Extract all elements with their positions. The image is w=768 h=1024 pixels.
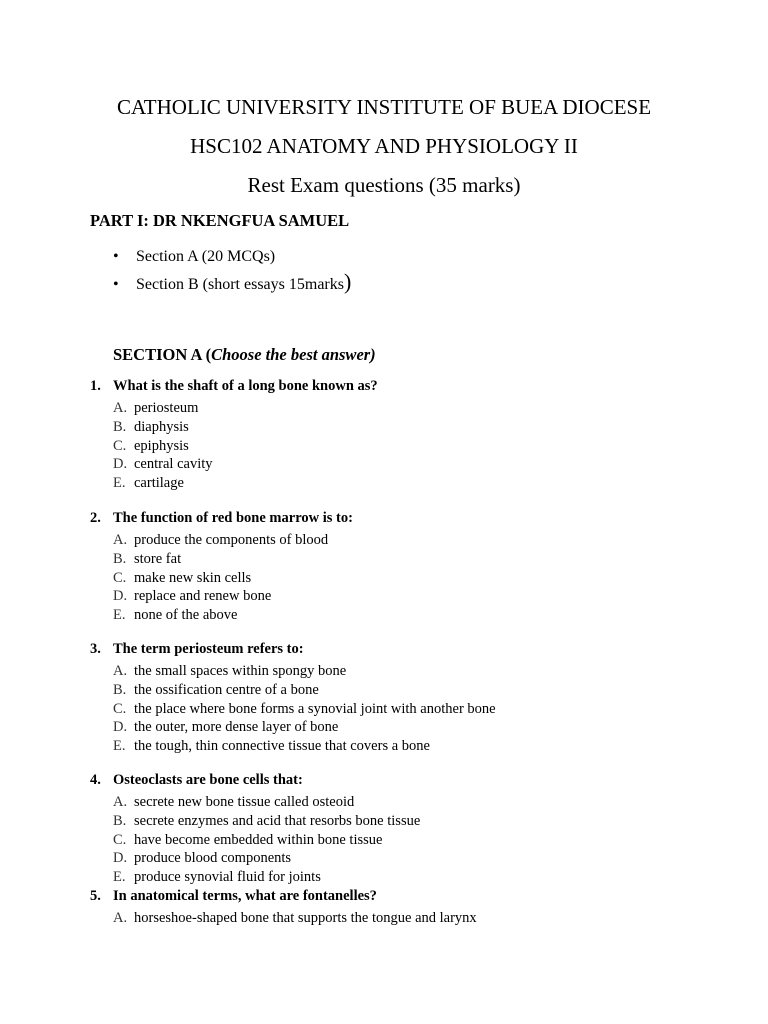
question-stem	[90, 509, 353, 527]
option-list	[113, 531, 353, 625]
option-letter: C.	[113, 700, 127, 717]
option-letter: E.	[113, 738, 126, 755]
question-5	[90, 887, 477, 928]
section-a-prefix: SECTION A (	[113, 345, 212, 364]
question-number: 3.	[90, 641, 101, 657]
option-text: have become embedded within bone tissue	[134, 831, 383, 848]
option-a	[113, 531, 353, 550]
bullet-text: Section B (short essays 15marks	[136, 276, 344, 293]
option-letter: C.	[113, 569, 127, 586]
option-d	[113, 587, 353, 606]
question-number: 2.	[90, 510, 101, 526]
option-text: make new skin cells	[134, 569, 252, 586]
option-text: periosteum	[134, 400, 199, 416]
option-letter: B.	[113, 550, 127, 567]
option-b	[113, 812, 420, 831]
section-a-instruction: Choose the best answer)	[211, 345, 376, 364]
option-text: produce the components of blood	[134, 532, 329, 548]
option-text: the outer, more dense layer of bone	[134, 719, 339, 736]
question-stem	[90, 377, 378, 395]
option-text: secrete enzymes and acid that resorbs bone tissue	[134, 812, 421, 829]
option-list	[113, 793, 420, 887]
option-text: replace and renew bone	[134, 588, 272, 605]
question-3	[90, 640, 496, 756]
option-text: secrete new bone tissue called osteoid	[134, 794, 355, 810]
question-text: Osteoclasts are bone cells that:	[113, 772, 303, 788]
question-text: The function of red bone marrow is to:	[113, 510, 353, 526]
option-letter: A.	[113, 663, 128, 679]
option-letter: B.	[113, 681, 127, 698]
option-letter: D.	[113, 850, 128, 867]
option-letter: A.	[113, 910, 128, 926]
institution-title: CATHOLIC UNIVERSITY INSTITUTE OF BUEA DIOCESE	[116, 95, 652, 119]
option-letter: A.	[113, 400, 128, 416]
option-b	[113, 681, 496, 700]
option-text: cartilage	[134, 475, 184, 492]
question-4	[90, 771, 420, 887]
question-number: 1.	[90, 378, 101, 394]
option-text: none of the above	[134, 607, 238, 624]
part-heading: PART I: DR NKENGFUA SAMUEL	[90, 211, 350, 230]
option-text: produce blood components	[134, 850, 292, 867]
question-text: The term periosteum refers to:	[113, 641, 304, 657]
option-letter: E.	[113, 475, 126, 492]
option-letter: B.	[113, 812, 127, 829]
bullet-text: Section A (20 MCQs)	[136, 248, 276, 265]
option-e	[113, 868, 420, 887]
option-letter: C.	[113, 831, 127, 848]
question-stem	[90, 771, 420, 789]
option-e	[113, 606, 353, 625]
option-text: the ossification centre of a bone	[134, 681, 319, 698]
course-title: HSC102 ANATOMY AND PHYSIOLOGY II	[190, 134, 578, 158]
option-text: epiphysis	[134, 437, 189, 454]
bullet-trailing-paren: )	[343, 269, 352, 294]
option-c	[113, 831, 420, 850]
bullet-item-section-a	[113, 243, 351, 271]
question-number: 5.	[90, 888, 101, 904]
question-number: 4.	[90, 772, 101, 788]
option-letter: E.	[113, 607, 126, 624]
bullet-item-section-b	[113, 271, 351, 299]
option-c	[113, 700, 496, 719]
option-text: produce synovial fluid for joints	[134, 869, 321, 886]
question-1	[90, 377, 378, 493]
question-stem	[90, 887, 477, 905]
bullet-icon: •	[113, 276, 119, 293]
option-letter: D.	[113, 719, 128, 736]
option-letter: D.	[113, 588, 128, 605]
option-e	[113, 737, 496, 756]
option-a	[113, 662, 496, 681]
option-e	[113, 474, 378, 493]
option-list	[113, 399, 378, 493]
option-b	[113, 418, 378, 437]
section-bullet-list	[113, 243, 351, 299]
section-a-heading	[113, 345, 376, 365]
option-d	[113, 455, 378, 474]
question-text: In anatomical terms, what are fontanelles?	[113, 888, 377, 904]
option-a	[113, 909, 477, 928]
option-c	[113, 437, 378, 456]
option-c	[113, 569, 353, 588]
option-letter: A.	[113, 532, 128, 548]
option-text: the place where bone forms a synovial joint with another bone	[134, 700, 496, 717]
option-a	[113, 399, 378, 418]
option-letter: C.	[113, 437, 127, 454]
option-a	[113, 793, 420, 812]
question-stem	[90, 640, 496, 658]
option-d	[113, 849, 420, 868]
option-letter: A.	[113, 794, 128, 810]
option-letter: E.	[113, 869, 126, 886]
option-text: the tough, thin connective tissue that covers a bone	[134, 738, 430, 755]
question-2	[90, 509, 353, 625]
bullet-icon: •	[113, 248, 119, 265]
option-list	[113, 662, 496, 756]
option-text: horseshoe-shaped bone that supports the tongue and larynx	[134, 910, 477, 926]
question-text: What is the shaft of a long bone known as?	[113, 378, 378, 394]
option-text: diaphysis	[134, 418, 189, 435]
option-text: the small spaces within spongy bone	[134, 663, 347, 679]
option-list	[113, 909, 477, 928]
option-b	[113, 550, 353, 569]
option-text: central cavity	[134, 456, 213, 473]
option-text: store fat	[134, 550, 182, 567]
option-d	[113, 718, 496, 737]
exam-title: Rest Exam questions (35 marks)	[247, 173, 521, 197]
option-letter: B.	[113, 418, 127, 435]
option-letter: D.	[113, 456, 128, 473]
